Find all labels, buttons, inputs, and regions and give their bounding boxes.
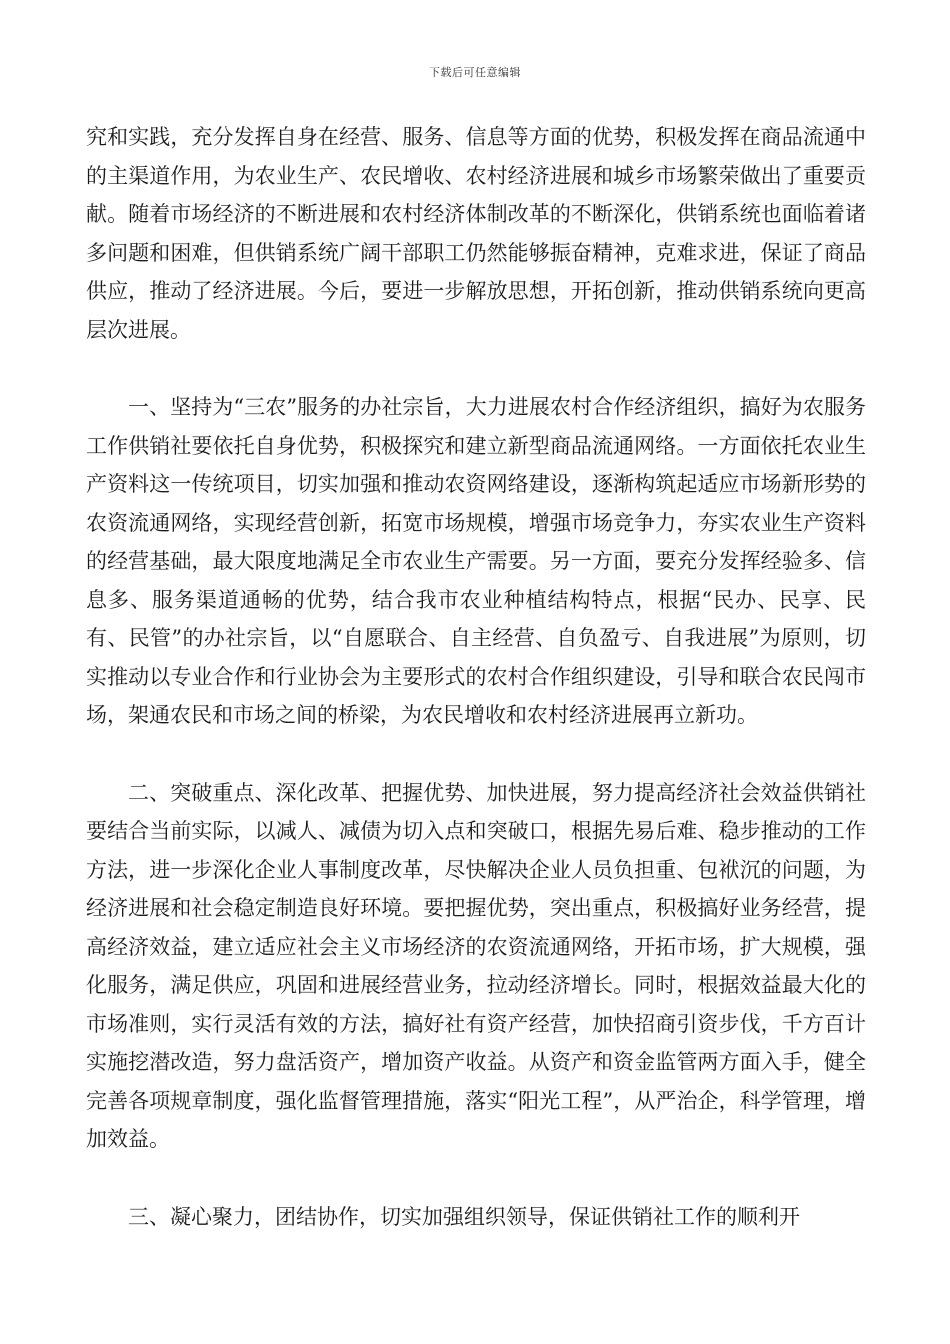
paragraph-spacer [86,349,866,388]
paragraph-intro: 究和实践，充分发挥自身在经营、服务、信息等方面的优势，积极发挥在商品流通中的主渠道作用，为农业生产、农民增收、农村经济进展和城乡市场繁荣做出了重要贡献。随着市场经济的不断进展和农村经济体制改革的不断深化，供销系统也面临着诸多问题和困难，但供销系统广阔干部职工仍然能够振奋精神，克难求进，保证了商品供应，推动了经济进展。今后，要进一步解放思想，开拓创新，推动供销系统向更高层次进展。 [86,125,866,342]
paragraph-spacer [86,735,866,774]
paragraph-spacer [86,1159,866,1198]
paragraph-section-three: 三、凝心聚力，团结协作，切实加强组织领导，保证供销社工作的顺利开 [128,1204,800,1229]
paragraph-section-one: 一、坚持为“三农”服务的办社宗旨，大力进展农村合作经济组织，搞好为农服务工作供销社要依托自身优势，积极探究和建立新型商品流通网络。一方面依托农业生产资料这一传统项目，切实加强和推动农资网络建设，逐渐构筑起适应市场新形势的农资流通网络，实现经营创新，拓宽市场规模，增强市场竞争力，夯实农业生产资料的经营基础，最大限度地满足全市农业生产需要。另一方面，要充分发挥经验多、信息多、服务渠道通畅的优势，结合我市农业种植结构特点，根据“民办、民享、民有、民管”的办社宗旨，以“自愿联合、自主经营、自负盈亏、自我进展”为原则，切实推动以专业合作和行业协会为主要形式的农村合作组织建设，引导和联合农民闯市场，架通农民和市场之间的桥梁，为农民增收和农村经济进展再立新功。 [86,395,866,727]
paragraph-section-two: 二、突破重点、深化改革、把握优势、加快进展，努力提高经济社会效益供销社要结合当前实际，以减人、减债为切入点和突破口，根据先易后难、稳步推动的工作方法，进一步深化企业人事制度改革，尽快解决企业人员负担重、包袱沉的问题，为经济进展和社会稳定制造良好环境。要把握优势，突出重点，积极搞好业务经营，提高经济效益，建立适应社会主义市场经济的农资流通网络，开拓市场，扩大规模，强化服务，满足供应，巩固和进展经营业务，拉动经济增长。同时，根据效益最大化的市场准则，实行灵活有效的方法，搞好社有资产经营，加快招商引资步伐，千方百计实施挖潜改造，努力盘活资产，增加资产收益。从资产和资金监管两方面入手，健全完善各项规章制度，强化监督管理措施，落实“阳光工程”，从严治企，科学管理，增加效益。 [86,780,866,1151]
document-body [86,118,866,1236]
page-header: 下载后可任意编辑 [429,66,521,79]
